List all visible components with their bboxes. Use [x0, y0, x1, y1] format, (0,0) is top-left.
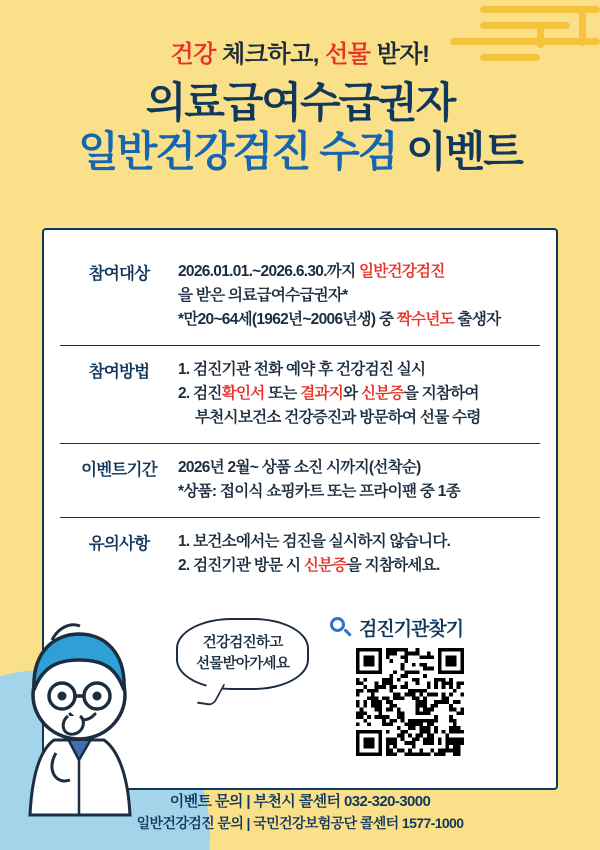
magnifier-icon: [330, 617, 352, 639]
table-row: [60, 444, 540, 518]
row-label: 참여방법: [60, 346, 178, 444]
row-value-line: [178, 456, 540, 480]
kicker-highlight-2: 선물: [325, 41, 371, 68]
body-text: 1. 검진기관 전화 예약 후 건강검진 실시: [178, 361, 426, 379]
body-text: 2026.01.01.~2026.6.30.까지: [178, 263, 359, 280]
body-text: 2. 검진기관 방문 시: [178, 557, 304, 575]
body-text: 부천시보건소 건강증진과 방문하여 선물 수령: [195, 409, 481, 427]
body-text: 출생자: [453, 311, 501, 329]
table-row: [60, 518, 540, 592]
row-value: [178, 346, 540, 444]
row-label: 참여대상: [60, 248, 178, 346]
speech-bubble: [176, 618, 309, 690]
highlight-text: 일반건강검진: [358, 263, 445, 280]
row-value: [178, 248, 540, 346]
body-text: 또는: [264, 385, 301, 403]
row-value: [178, 444, 540, 518]
body-text: 2. 검진: [178, 385, 222, 403]
clinic-finder[interactable]: [330, 614, 530, 761]
clinic-finder-label: 검진기관찾기: [359, 619, 464, 640]
body-text: *만20~64세(1962년~2006년생) 중: [178, 311, 397, 329]
page-title-line2-dark: 이벤트: [396, 128, 522, 176]
body-text: 1. 보건소에서는 검진을 실시하지 않습니다.: [178, 533, 451, 551]
body-text: *상품: 접이식 쇼핑카트 또는 프라이팬 중 1종: [178, 483, 460, 501]
highlight-text: 결과지: [300, 385, 344, 403]
row-value-line: [178, 480, 540, 504]
row-value-line: [178, 284, 540, 308]
page-title-line2: [0, 128, 600, 175]
qr-code[interactable]: [356, 648, 464, 756]
body-text: 을 지참하여: [403, 385, 479, 403]
kicker-text: [0, 34, 600, 69]
page-title-line2-blue: 일반건강검진 수검: [78, 128, 397, 176]
row-value-line: [178, 530, 540, 554]
row-value: [178, 518, 540, 592]
page-title-line1: 의료급여수급권자: [145, 79, 455, 126]
mascot-character: [12, 610, 162, 820]
clinic-finder-head: [330, 614, 530, 641]
body-text: 2026년 2월~ 상품 소진 시까지(선착순): [178, 459, 421, 477]
highlight-text: 확인서: [221, 385, 265, 403]
footer-line2: 일반건강검진 문의 | 국민건강보험공단 콜센터 1577-1000: [136, 815, 464, 831]
row-value-line: [178, 382, 540, 406]
info-table: [60, 248, 540, 591]
table-row: [60, 346, 540, 444]
speech-bubble-line2: 선물받아가세요: [196, 656, 290, 673]
row-label: 유의사항: [88, 535, 150, 554]
highlight-text: 신분증: [361, 385, 404, 403]
table-row: [60, 248, 540, 346]
kicker-tail: 받자!: [370, 41, 430, 68]
row-label: 이벤트기간: [60, 444, 178, 518]
body-text: 와: [343, 385, 361, 403]
row-value-line: [178, 260, 540, 284]
row-value-line: [178, 554, 540, 578]
poster-headline: [0, 0, 600, 175]
row-value-line: [178, 406, 540, 430]
body-text: 을 지참하세요.: [346, 557, 440, 575]
row-value-line: [178, 358, 540, 382]
row-value-line: [178, 308, 540, 332]
speech-bubble-line1: 건강검진하고: [202, 635, 283, 651]
footer-line1: 이벤트 문의 | 부천시 콜센터 032-320-3000: [169, 792, 431, 810]
kicker-highlight-1: 건강: [170, 41, 216, 68]
highlight-text: 짝수년도: [396, 311, 454, 329]
body-text: 을 받은 의료급여수급권자*: [178, 287, 348, 305]
highlight-text: 신분증: [303, 557, 347, 575]
kicker-mid: 체크하고,: [215, 41, 326, 68]
